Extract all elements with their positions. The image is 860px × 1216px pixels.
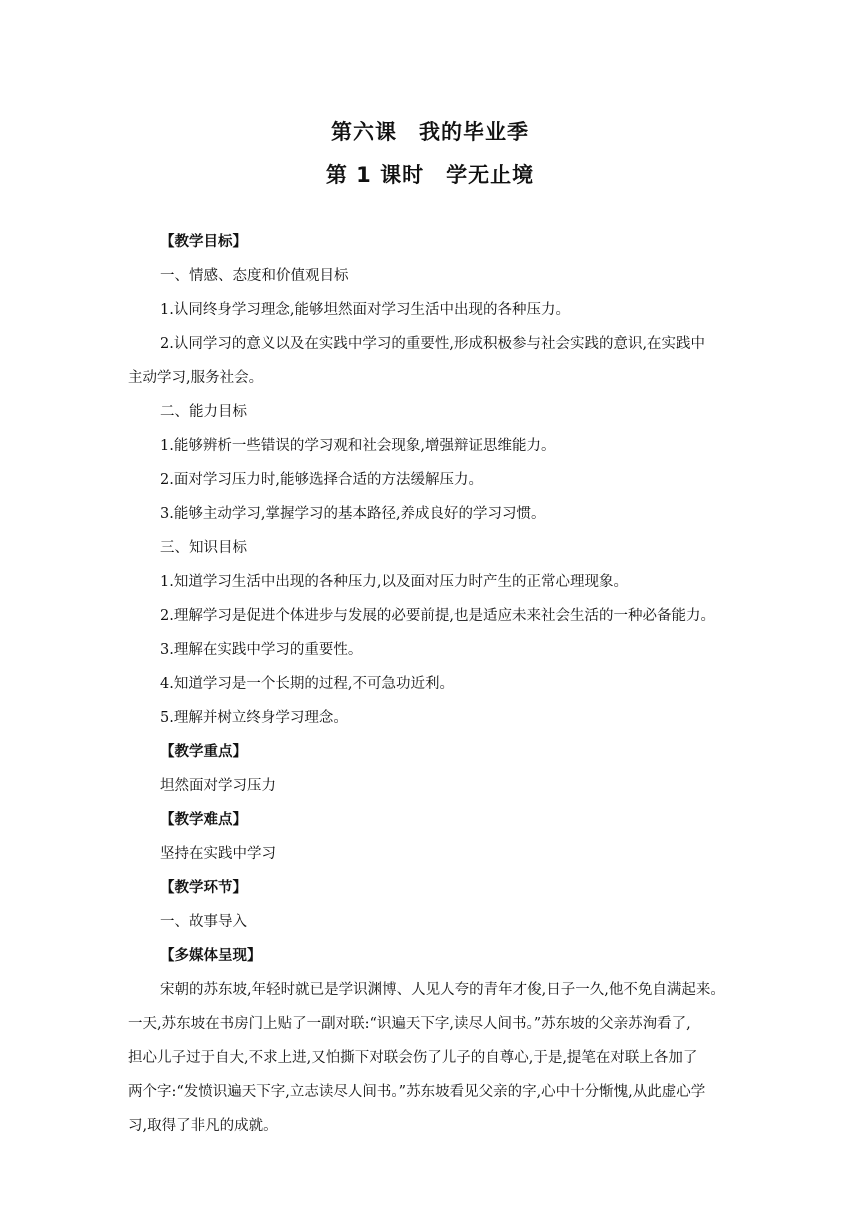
key-heading: 【教学重点】 [160, 743, 247, 760]
goal3-item3: 3.理解在实践中学习的重要性。 [160, 642, 363, 658]
process-heading: 【教学环节】 [160, 879, 247, 896]
story-line2: 一天,苏东坡在书房门上贴了一副对联:“识遍天下字,读尽人间书。”苏东坡的父亲苏洵看了, [128, 1016, 691, 1032]
goal2-item3: 3.能够主动学习,掌握学习的基本路径,养成良好的学习习惯。 [160, 506, 546, 522]
story-line5: 习,取得了非凡的成就。 [128, 1118, 278, 1134]
process-step1: 一、故事导入 [160, 914, 247, 930]
goal3-item5: 5.理解并树立终身学习理念。 [160, 710, 348, 726]
goal3-heading: 三、知识目标 [160, 540, 247, 556]
period-title: 第 1 课时 学无止境 [325, 163, 535, 187]
goal3-item2: 2.理解学习是促进个体进步与发展的必要前提,也是适应未来社会生活的一种必备能力。 [160, 608, 715, 624]
goal1-item2-line1: 2.认同学习的意义以及在实践中学习的重要性,形成积极参与社会实践的意识,在实践中 [160, 336, 706, 352]
goal1-item1: 1.认同终身学习理念,能够坦然面对学习生活中出现的各种压力。 [160, 302, 570, 318]
difficult-heading: 【教学难点】 [160, 811, 247, 828]
key-text: 坦然面对学习压力 [160, 778, 276, 794]
difficult-text: 坚持在实践中学习 [160, 846, 276, 862]
media-heading: 【多媒体呈现】 [160, 947, 262, 964]
goal2-item2: 2.面对学习压力时,能够选择合适的方法缓解压力。 [160, 472, 483, 488]
lesson-title: 第六课 我的毕业季 [331, 120, 529, 144]
goal2-item1: 1.能够辨析一些错误的学习观和社会现象,增强辩证思维能力。 [160, 438, 556, 454]
goals-heading: 【教学目标】 [160, 233, 247, 250]
story-line3: 担心儿子过于自大,不求上进,又怕撕下对联会伤了儿子的自尊心,于是,提笔在对联上各加了 [128, 1050, 698, 1066]
story-line4: 两个字:“发愤识遍天下字,立志读尽人间书。”苏东坡看见父亲的字,心中十分惭愧,从此虚心学 [128, 1084, 706, 1100]
goal3-item4: 4.知道学习是一个长期的过程,不可急功近利。 [160, 676, 454, 692]
goal3-item1: 1.知道学习生活中出现的各种压力,以及面对压力时产生的正常心理现象。 [160, 574, 628, 590]
story-line1: 宋朝的苏东坡,年轻时就已是学识渊博、人见人夸的青年才俊,日子一久,他不免自满起来。 [160, 982, 725, 998]
goal2-heading: 二、能力目标 [160, 404, 247, 420]
goal1-heading: 一、情感、态度和价值观目标 [160, 268, 349, 284]
goal1-item2-line2: 主动学习,服务社会。 [128, 370, 264, 386]
